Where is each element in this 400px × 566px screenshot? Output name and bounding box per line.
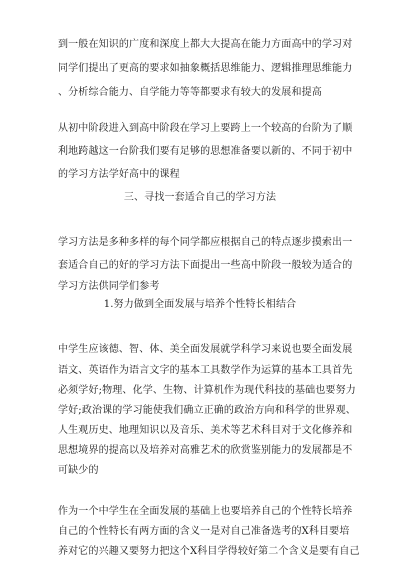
paragraph-2-line-2: 利地跨越这一台阶我们要有足够的思想准备要以新的、不同于初中 [58,146,353,157]
paragraph-4-line-4: 学好;政治课的学习能使我们确立正确的政治方向和科学的世界观、 [58,405,356,416]
paragraph-1-line-2: 同学们提出了更高的要求如抽象概括思维能力、逻辑推理思维能力 [58,63,353,74]
paragraph-4-line-1: 中学生应该德、智、体、美全面发展就学科学习来说也要全面发展 [58,344,353,355]
paragraph-1-line-3: 、分析综合能力、自学能力等等都要求有较大的发展和提高 [58,87,322,98]
paragraph-4-line-3: 必须学好;物理、化学、生物、计算机作为现代科技的基础也要努力 [58,385,356,396]
paragraph-3-line-1: 学习方法是多种多样的每个同学都应根据自己的特点逐步摸索出一 [58,237,353,248]
subsection-heading: 1.努力做到全面发展与培养个性特长相结合 [103,299,297,310]
paragraph-5-line-3: 养对它的兴趣又要努力把这个X科目学得较好第二个含义是要有自己 [58,546,360,557]
paragraph-2-line-3: 的学习方法学好高中的课程 [58,169,180,180]
paragraph-3-line-3: 学习方法供同学们参考 [58,281,160,292]
paragraph-5-line-1: 作为一个中学生在全面发展的基础上也要培养自己的个性特长培养 [58,506,353,517]
paragraph-4-line-2: 语文、英语作为语言文字的基本工具数学作为运算的基本工具首先 [58,365,353,376]
paragraph-4-line-6: 思想境界的提高以及培养对高雅艺术的欣赏鉴别能力的发展都是不 [58,445,353,456]
paragraph-5-line-2: 自己的个性特长有两方面的含义一是对自己准备选考的X科目要培 [58,526,350,537]
paragraph-3-line-2: 套适合自己的好的学习方法下面提出一些高中阶段一般较为适合的 [58,260,353,271]
paragraph-1-line-1: 到一般在知识的广度和深度上都大大提高在能力方面高中的学习对 [58,39,353,50]
paragraph-2-line-1: 从初中阶段进入到高中阶段在学习上要跨上一个较高的台阶为了顺 [58,123,353,134]
section-heading: 三、寻找一套适合自己的学习方法 [123,192,277,203]
paragraph-4-line-7: 可缺少的 [58,465,99,476]
paragraph-4-line-5: 人生观历史、地理知识以及音乐、美术等艺术科目对于文化修养和 [58,425,353,436]
